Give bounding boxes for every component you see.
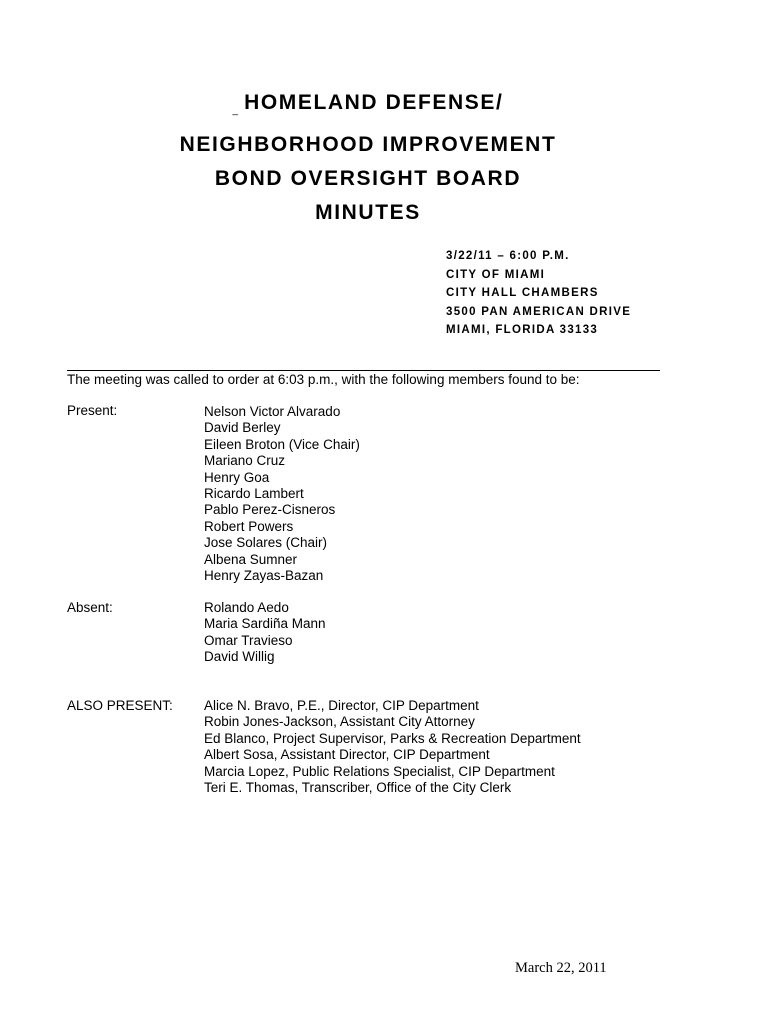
list-item: Albert Sosa, Assistant Director, CIP Department: [204, 747, 490, 763]
list-item: Pablo Perez-Cisneros: [204, 502, 336, 518]
list-item: David Willig: [204, 649, 275, 665]
list-item: Ricardo Lambert: [204, 486, 304, 502]
list-item: Omar Travieso: [204, 632, 293, 648]
present-label: Present:: [67, 403, 118, 418]
absent-label: Absent:: [67, 600, 113, 615]
list-item: Henry Zayas-Bazan: [204, 568, 324, 584]
list-item: Albena Sumner: [204, 551, 298, 567]
title-dash: _: [232, 105, 239, 116]
list-item: Jose Solares (Chair): [204, 535, 328, 551]
intro-paragraph: The meeting was called to order at 6:03 p.m., with the following members found to be:: [67, 372, 580, 387]
also-present-list: [204, 698, 581, 796]
meeting-location-city-state: MIAMI, FLORIDA 33133: [446, 324, 599, 336]
document-title: [0, 86, 736, 230]
list-item: Alice N. Bravo, P.E., Director, CIP Department: [204, 698, 479, 713]
list-item: Maria Sardiña Mann: [204, 616, 326, 632]
list-item: Teri E. Thomas, Transcriber, Office of the City Clerk: [204, 780, 512, 796]
list-item: Nelson Victor Alvarado: [204, 404, 341, 419]
list-item: David Berley: [204, 420, 281, 436]
list-item: Eileen Broton (Vice Chair): [204, 436, 360, 452]
list-item: Robert Powers: [204, 518, 294, 534]
meeting-location-venue: CITY HALL CHAMBERS: [446, 287, 599, 299]
list-item: Robin Jones-Jackson, Assistant City Attorney: [204, 714, 475, 730]
footer-date: March 22, 2011: [515, 960, 607, 976]
title-line: NEIGHBORHOOD IMPROVEMENT: [179, 133, 557, 156]
list-item: Marcia Lopez, Public Relations Specialist, CIP Department: [204, 763, 555, 779]
title-line: MINUTES: [315, 201, 421, 224]
also-present-label: ALSO PRESENT:: [67, 698, 173, 713]
title-line: [0, 86, 736, 128]
meeting-info: [446, 247, 631, 340]
list-item: Henry Goa: [204, 469, 270, 485]
list-item: Ed Blanco, Project Supervisor, Parks & Recreation Department: [204, 730, 581, 746]
title-text: HOMELAND DEFENSE/: [244, 91, 504, 114]
present-list: [204, 404, 360, 584]
meeting-location-city: CITY OF MIAMI: [446, 268, 546, 281]
list-item: Mariano Cruz: [204, 453, 286, 469]
absent-list: [204, 600, 326, 666]
meeting-date-time: 3/22/11 – 6:00 P.M.: [446, 250, 570, 262]
divider-line: [67, 370, 660, 371]
title-line: BOND OVERSIGHT BOARD: [214, 167, 522, 190]
list-item: Rolando Aedo: [204, 600, 289, 615]
meeting-location-street: 3500 PAN AMERICAN DRIVE: [446, 305, 632, 318]
